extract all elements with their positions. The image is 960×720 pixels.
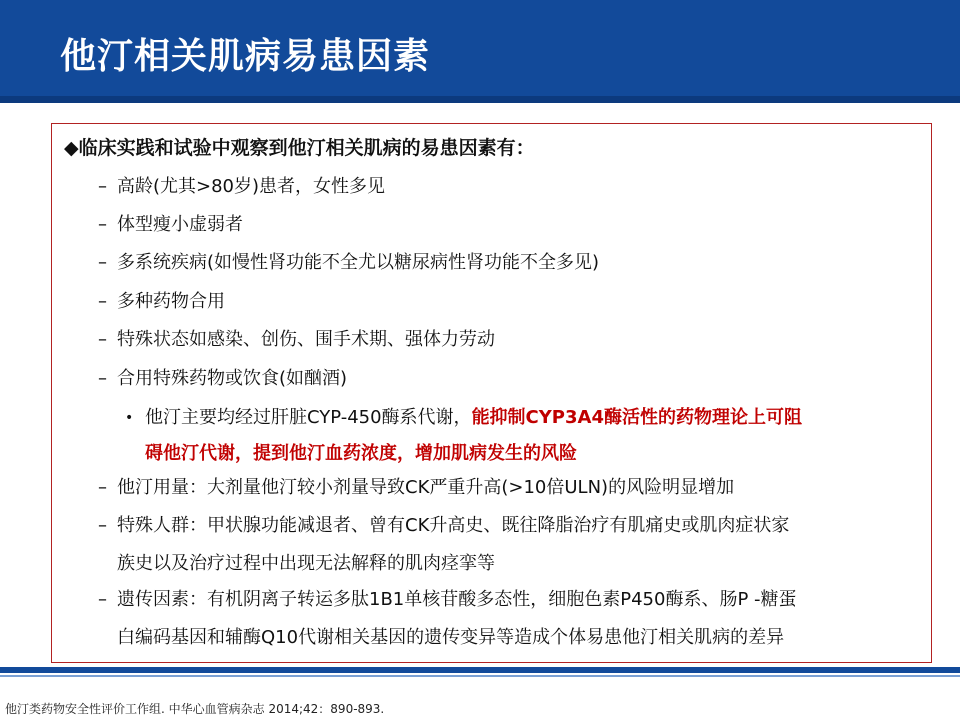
- list-item-text-cont: 白编码基因和辅酶Q10代谢相关基因的遗传变异等造成个体易患他汀相关肌病的差异: [117, 627, 785, 648]
- list-item-text: 多系统疾病(如慢性肾功能不全尤以糖尿病性肾功能不全多见): [117, 252, 600, 273]
- dash-marker: –: [98, 176, 107, 197]
- list-item-text: 高龄(尤其>80岁)患者，女性多见: [117, 176, 386, 197]
- dash-marker: –: [98, 368, 107, 389]
- dash-marker: –: [98, 214, 107, 235]
- header-shade: [0, 96, 960, 103]
- list-item-text: 多种药物合用: [117, 291, 225, 312]
- dash-marker: –: [98, 589, 107, 610]
- dash-marker: –: [98, 329, 107, 350]
- list-item-text: 合用特殊药物或饮食(如酗酒): [117, 368, 348, 389]
- list-item-text: 特殊状态如感染、创伤、围手术期、强体力劳动: [117, 329, 495, 350]
- list-item-text: 遗传因素：有机阴离子转运多肽1B1单核苷酸多态性，细胞色素P450酶系、肠P -糖蛋: [117, 589, 797, 610]
- dash-marker: –: [98, 291, 107, 312]
- footnote: 他汀类药物安全性评价工作组. 中华心血管病杂志 2014;42：890-893.: [5, 702, 385, 716]
- bottom-rule: [0, 667, 960, 673]
- dash-marker: –: [98, 477, 107, 498]
- sub-item-highlight-text: 能抑制CYP3A4酶活性的药物理论上可阻: [471, 407, 802, 428]
- slide-title: 他汀相关肌病易患因素: [60, 36, 431, 77]
- bullet-marker: •: [125, 410, 134, 426]
- list-item-text: 体型瘦小虚弱者: [117, 214, 243, 235]
- bottom-rule-thin: [0, 675, 960, 677]
- list-item-text-cont: 族史以及治疗过程中出现无法解释的肌肉痉挛等: [117, 553, 495, 574]
- content-box: [51, 123, 932, 663]
- list-item-text: 特殊人群：甲状腺功能减退者、曾有CK升高史、既往降脂治疗有肌痛史或肌肉症状家: [117, 515, 790, 536]
- lead-text: ◆临床实践和试验中观察到他汀相关肌病的易患因素有：: [64, 137, 535, 159]
- dash-marker: –: [98, 252, 107, 273]
- dash-marker: –: [98, 515, 107, 536]
- list-item-text: 他汀用量：大剂量他汀较小剂量导致CK严重升高(>10倍ULN)的风险明显增加: [117, 477, 735, 498]
- sub-item-highlight-text-2: 碍他汀代谢，提到他汀血药浓度，增加肌病发生的风险: [145, 443, 577, 464]
- sub-item-line-1: [145, 406, 802, 430]
- sub-item-plain-text: 他汀主要均经过肝脏CYP-450酶系代谢，: [145, 407, 472, 428]
